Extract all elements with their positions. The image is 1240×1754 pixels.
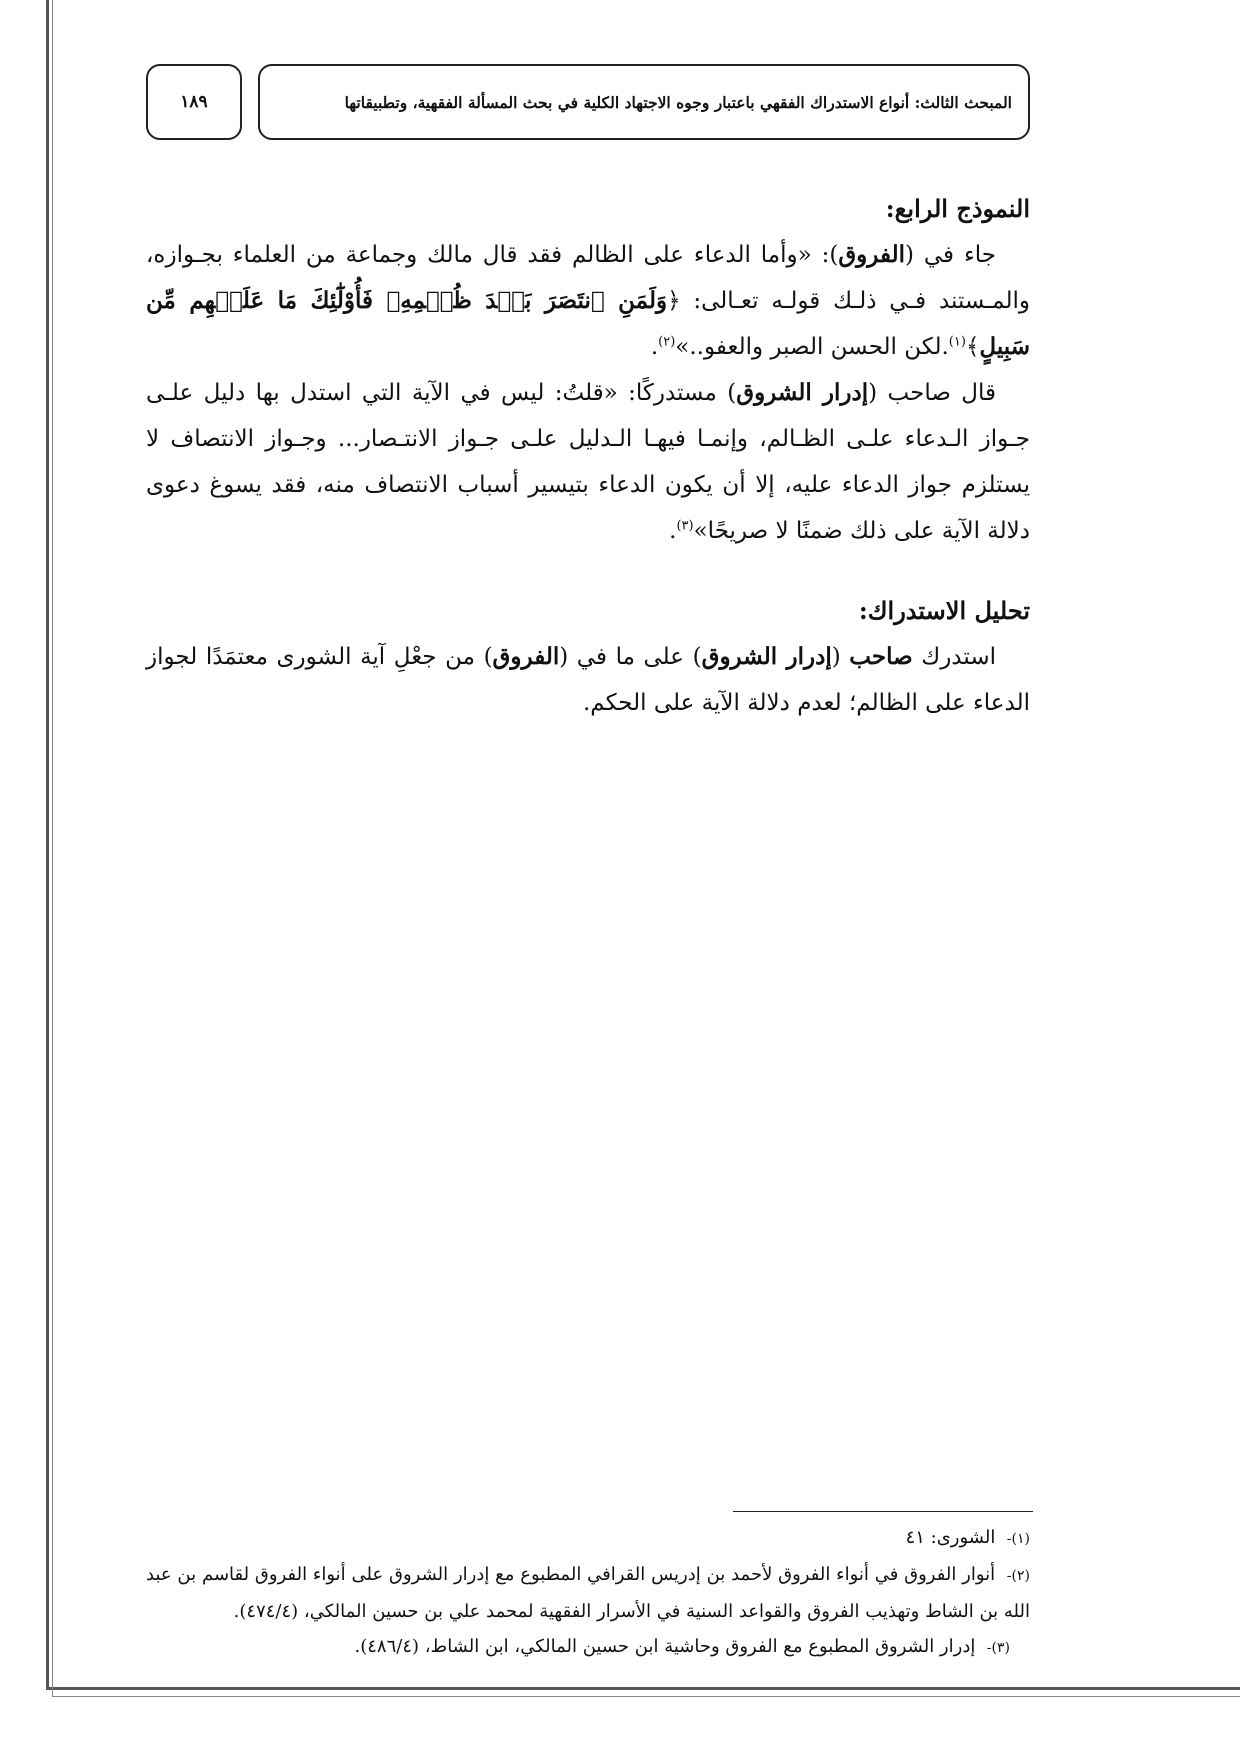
footnote-text: الشورى: ٤١ (905, 1527, 996, 1548)
text-run: قال صاحب ( (868, 380, 996, 406)
section-spacer (146, 554, 1030, 588)
footnote-2 (146, 1557, 1030, 1629)
paragraph-quote-furuq (146, 232, 1030, 370)
footnote-ref-1[interactable]: (١) (948, 334, 966, 350)
footnote-text: إدرار الشروق المطبوع مع الفروق وحاشية ابن حسين المالكي، ابن الشاط، (٤٨٦/٤). (354, 1636, 976, 1657)
bold-term: إدرار الشروق (701, 643, 832, 670)
footnote-ref-3[interactable]: (٣) (676, 518, 694, 534)
footnote-1 (146, 1520, 1030, 1557)
paragraph-istidrak-quote (146, 370, 1030, 554)
text-run: . (650, 334, 659, 360)
footnote-number: (٣)- (986, 1640, 1010, 1656)
text-run: ): «وأما الدعاء على الظالم فقد قال مالك وجماعة من العلماء بجـوازه، والمـستند فـي ذلـك قولـه تعـالى: ﴿ (146, 242, 1030, 314)
footnote-number: (١)- (1006, 1531, 1030, 1547)
text-run: جاء في ( (905, 242, 996, 268)
footnote-ref-2[interactable]: (٢) (658, 334, 676, 350)
footnote-3 (146, 1629, 1030, 1666)
bold-term: الفروق (838, 241, 906, 268)
running-header-title (258, 64, 1030, 140)
page-number: ١٨٩ (180, 92, 208, 112)
footnote-number: (٢)- (1006, 1568, 1030, 1584)
page-number-box (146, 64, 242, 140)
text-run: ) مستدركًا: «قلتُ: ليس في الآية التي استدل بها دليل علـى جـواز الـدعاء علـى الظـالم، وإنمـا فيهـا الـدليل علـى جـواز الانتـصار... وجـواز الانتصاف لا يستلزم جواز الدعاء عليه، إلا أن يكون الدعاء بتيسير أسباب الانتصاف منه، فقد يسوغ دعوى دلالة الآية على ذلك ضمنًا لا صريحًا» (146, 380, 1030, 544)
bold-term: إدرار الشروق (736, 379, 869, 406)
text-run: استدرك (912, 644, 996, 670)
footnote-text: أنوار الفروق في أنواء الفروق لأحمد بن إدريس القرافي المطبوع مع إدرار الشروق على أنواء الفروق لقاسم بن عبد الله بن الشاط وتهذيب الفروق والقواعد السنية في الأسرار الفقهية لمحمد علي بن حسين المالكي، (٤٧٤/٤). (146, 1564, 1030, 1622)
header-title-text: المبحث الثالث: أنواع الاستدراك الفقهي باعتبار وجوه الاجتهاد الكلية في بحث المسألة الفقهية، وتطبيقاتها (344, 92, 1012, 112)
bold-term: الفروق (492, 643, 560, 670)
footnote-separator (733, 1511, 1033, 1512)
text-run: ( (831, 644, 850, 670)
section-heading-model-four: النموذج الرابع: (885, 194, 1030, 223)
text-run: .لكن الحسن الصبر والعفو..» (675, 334, 949, 360)
section-heading-analysis: تحليل الاستدراك: (858, 596, 1030, 625)
text-run: ﴾ (965, 334, 980, 360)
bold-term: صاحب (849, 643, 913, 670)
text-run: ) من جعْلِ آية الشورى معتمَدًا لجواز الدعاء على الظالم؛ لعدم دلالة الآية على الحكم. (146, 644, 1030, 716)
footnotes (146, 1520, 1030, 1666)
quran-verse: وَلَمَنِ ٱنتَصَرَ بَعۡدَ ظُلۡمِهِۦ فَأُوْلَٰٓئِكَ مَا عَلَيۡهِم مِّن سَبِيلٍ (146, 287, 1030, 360)
text-run: ) على ما في ( (559, 644, 702, 670)
paragraph-analysis (146, 634, 1030, 726)
text-run: . (669, 518, 677, 544)
main-content (146, 186, 1030, 726)
